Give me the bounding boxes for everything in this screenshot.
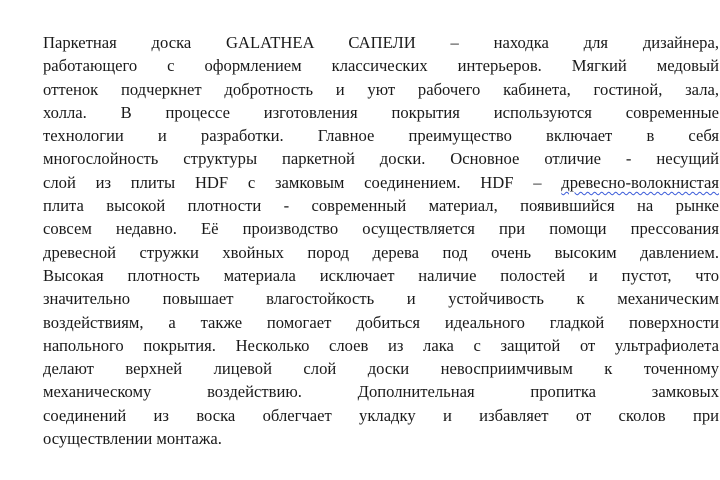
- paragraph-line: Высокая плотность материала исключает наличие полостей и пустот, что: [43, 265, 719, 285]
- paragraph-line: технологии и разработки. Главное преимущество включает в себя: [43, 126, 719, 146]
- paragraph-line: соединений из воска облегчает укладку и избавляет от сколов при: [43, 405, 719, 425]
- paragraph-line: оттенок подчеркнет добротность и уют рабочего кабинета, гостиной, зала,: [43, 79, 719, 99]
- spellcheck-underlined-word[interactable]: древесно-волокнистая: [561, 172, 719, 192]
- paragraph-line: механическому воздействию. Дополнительная пропитка замковых: [43, 382, 719, 402]
- paragraph-line: многослойность структуры паркетной доски. Основное отличие - несущий: [43, 149, 719, 169]
- document-paragraph: [43, 31, 719, 450]
- paragraph-line: напольного покрытия. Несколько слоев из лака с защитой от ультрафиолета: [43, 335, 719, 355]
- paragraph-line: воздействиям, а также помогает добиться идеального гладкой поверхности: [43, 312, 719, 332]
- paragraph-line: работающего с оформлением классических интерьеров. Мягкий медовый: [43, 56, 719, 76]
- paragraph-line-last: осуществлении монтажа.: [43, 429, 222, 449]
- paragraph-line-with-spellcheck: [43, 171, 719, 194]
- paragraph-line: древесной стружки хвойных пород дерева под очень высоким давлением.: [43, 242, 719, 262]
- paragraph-line: делают верхней лицевой слой доски невосприимчивым к точенному: [43, 359, 719, 379]
- paragraph-line: совсем недавно. Её производство осуществляется при помощи прессования: [43, 219, 719, 239]
- paragraph-line: плита высокой плотности - современный материал, появившийся на рынке: [43, 196, 719, 216]
- paragraph-line: холла. В процессе изготовления покрытия используются современные: [43, 102, 719, 122]
- paragraph-line: Паркетная доска GALATHEA САПЕЛИ – находка для дизайнера,: [43, 33, 719, 52]
- paragraph-line-text: слой из плиты HDF с замковым соединением. HDF –: [43, 172, 542, 192]
- paragraph-line: значительно повышает влагостойкость и устойчивость к механическим: [43, 289, 719, 309]
